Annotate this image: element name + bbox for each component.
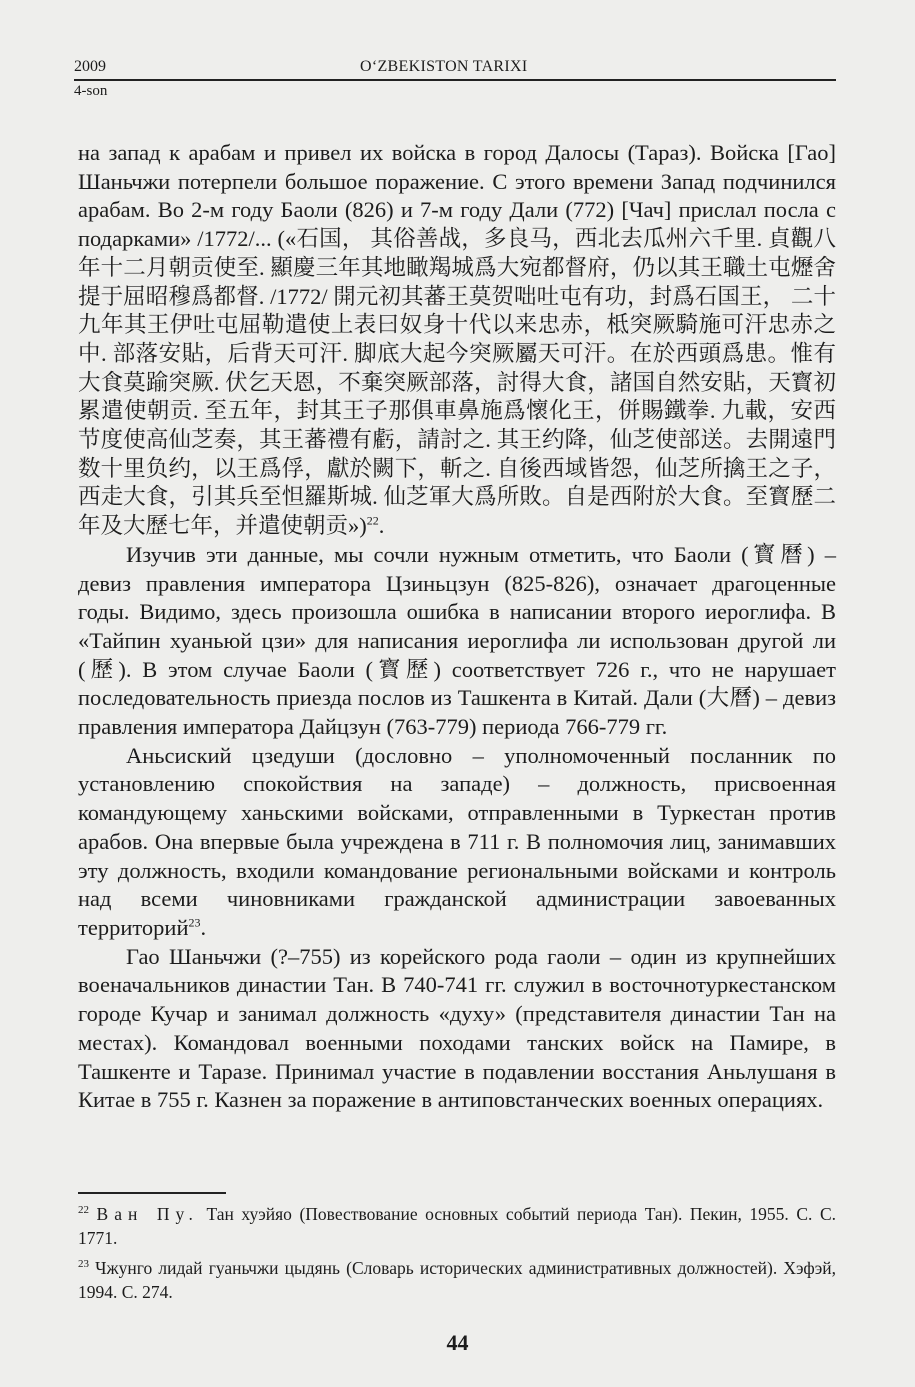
footnote-number: 22 <box>78 1204 89 1217</box>
footnote-ref[interactable]: 22 <box>366 513 379 528</box>
paragraph-3 <box>78 742 836 943</box>
header-journal-title: O‘ZBEKISTON TARIXI <box>360 58 528 75</box>
header-issue: 4-son <box>74 83 108 99</box>
footnote-ref[interactable]: 23 <box>188 915 201 930</box>
article-body <box>78 139 836 1115</box>
footnotes <box>78 1202 836 1310</box>
header-rule <box>74 79 836 81</box>
paragraph-4 <box>78 943 836 1115</box>
footnote-rule <box>78 1192 226 1194</box>
header-year: 2009 <box>74 58 106 75</box>
paragraph-tail: . <box>200 914 207 940</box>
paragraph-text: Изучив эти данные, мы сочли нужным отметить, что Баоли (寳曆) – девиз правления императора Цзиньцзун (825-826), означает драгоценные годы. Видимо, здесь произошла ошибка в написании второго иероглифа. В «Тайпин хуаньюй цзи» для написания иероглифа ли использован другой ли (歷). В этом случае Баоли (寳歷) соответствует 726 г., что не нарушает последовательность приезда послов из Ташкента в Китай. Дали (大曆) – девиз правления императора Дайцзун (763-779) периода 766-779 гг. <box>78 541 836 740</box>
footnote-text: Чжунго лидай гуаньчжи цыдянь (Словарь исторических административных должностей). Хэфэй, 1994. С. 274. <box>78 1258 836 1302</box>
paragraph-tail: . <box>378 513 385 539</box>
paragraph-text: на запад к арабам и привел их войска в город Далосы (Тараз). Войска [Гао] Шаньчжи потерпели большое поражение. С этого времени Запад подчинился арабам. Во 2-м году Баоли (826) и 7-м году Дали (772) [Чач] прислал посла с подарками» /1772/... («石国， 其俗善战，多良马，西北去瓜州六千里. 貞觀八年十二月朝贡使至. 顯慶三年其地瞰羯城爲大宛都督府，仍以其王職土屯爏舍提于屈昭穆爲都督. /1772/ 開元初其蕃王莫贺咄吐屯有功，封爲石国王， 二十九年其王伊吐屯屈勒遣使上表曰奴身十代以来忠赤，柢突厥騎施可汗忠赤之中. 部落安貼，后背天可汗. 脚底大起今突厥屬天可汗。在於西頭爲患。惟有大食莫踰突厥. 伏乞天恩，不棄突厥部落，討得大食，諸国自然安貼，天寳初累遣使朝贡. 至五年，封其王子那俱車鼻施爲懷化王，併賜鐵拳. 九載，安西节度使高仙芝奏，其王蕃禮有虧，請討之. 其王约降，仙芝使部送。去開遠門数十里负约，以王爲俘，獻於闕下，斬之. 自後西域皆怨，仙芝所擒王之子，西走大食，引其兵至怛羅斯城. 仙芝軍大爲所敗。自是西附於大食。至寳歷二年及大歷七年，并遣使朝贡») <box>78 140 836 539</box>
footnote-number: 23 <box>78 1258 89 1271</box>
paragraph-1 <box>78 139 836 541</box>
footnote-author: Ван Пу. <box>96 1204 199 1224</box>
paragraph-2 <box>78 541 836 742</box>
paragraph-text: Аньсиский цзедуши (дословно – уполномоченный посланник по установлению спокойствия на западе) – должность, присвоенная командующему ханьскими войсками, отправленными в Туркестан против арабов. Она впервые была учреждена в 711 г. В полномочия лиц, занимавших эту должность, входили командование региональными войсками и контроль над всеми чиновниками гражданской администрации завоеванных территорий <box>78 742 836 940</box>
footnote-23 <box>78 1256 836 1304</box>
footnote-text: Тан хуэйяо (Повествование основных событий периода Тан). Пекин, 1955. С. С. 1771. <box>78 1204 836 1248</box>
paragraph-text: Гао Шаньчжи (?–755) из корейского рода гаоли – один из крупнейших военачальников династии Тан. В 740-741 гг. служил в восточнотуркестанском городе Кучар и занимал должность «духу» (представителя династии Тан на местах). Командовал военными походами танских войск на Памире, в Ташкенте и Таразе. Принимал участие в подавлении восстания Аньлушаня в Китае в 755 г. Казнен за поражение в антиповстанческих военных операциях. <box>78 943 836 1113</box>
footnote-22 <box>78 1202 836 1250</box>
page-number: 44 <box>446 1330 469 1355</box>
